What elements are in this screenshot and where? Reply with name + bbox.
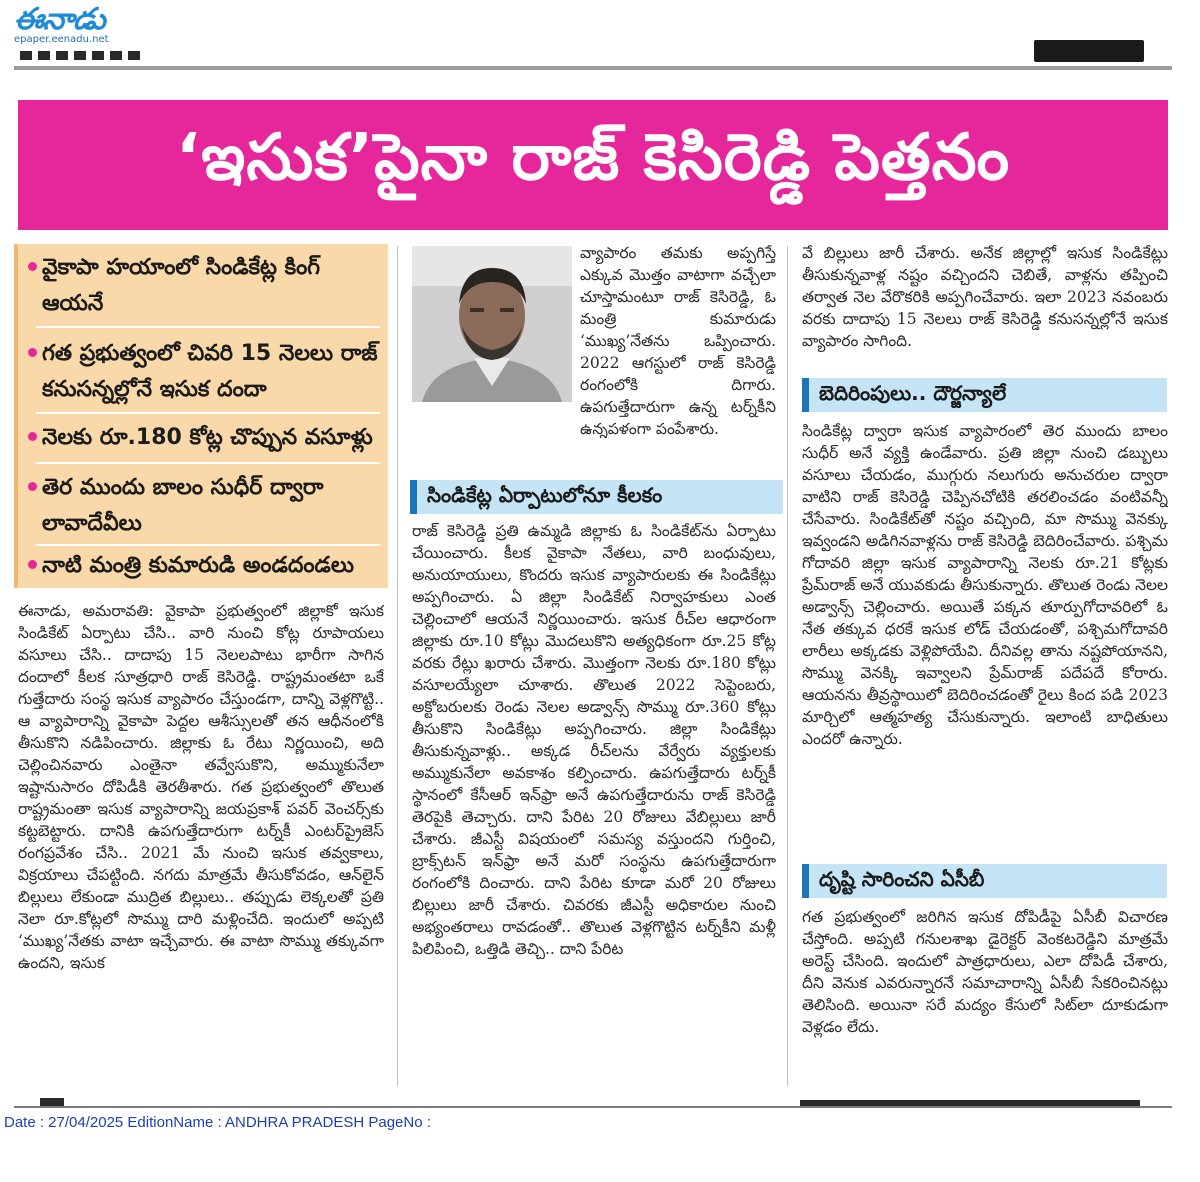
bullet-icon — [28, 432, 37, 441]
bullet-icon — [28, 348, 37, 357]
page-header-strip — [20, 46, 170, 60]
subheading-threats: బెదిరింపులు.. దౌర్జన్యాలే — [802, 378, 1167, 412]
highlight-divider — [36, 412, 380, 414]
article-column-2-top: వ్యాపారం తమకు అప్పగిస్తే ఎక్కువ మొత్తం వాటాగా వచ్చేలా చూస్తామంటూ రాజ్‌ కెసిరెడ్డి, ఓ మంత్రి కుమారుడు ‘ముఖ్య’నేతను ఒప్పించారు. 2022 ఆగస్టులో రాజ్‌ కెసిరెడ్డి రంగంలోకి దిగారు. ఉపగుత్తేదారుగా ఉన్న టర్న్‌కీని ఉన్నపళంగా పంపేశారు. — [580, 244, 776, 438]
column-divider — [787, 246, 788, 1086]
masthead-divider — [14, 66, 1172, 70]
highlight-item: నాటి మంత్రి కుమారుడి అండదండలు — [42, 548, 382, 584]
person-photo — [412, 246, 572, 402]
highlight-divider — [36, 326, 380, 328]
eenadu-logo — [14, 4, 124, 45]
highlight-item: నెలకు రూ.180 కోట్ల చొప్పున వసూళ్లు — [42, 420, 382, 456]
article-column-3-bottom: గత ప్రభుత్వంలో జరిగిన ఇసుక దోపిడీపై ఏసీబీ విచారణ చేస్తోంది. అప్పటి గనులశాఖ డైరెక్టర్‌ వెంకటరెడ్డిని మాత్రమే అరెస్ట్‌ చేసింది. ఇందులో పాత్రధారులు, ఎలా దోపిడీ చేశారు, దీని వెనుక ఎవరున్నారనే సమాచారాన్ని ఏసీబీ సేకరించినట్లు తెలిసింది. అయినా సరే మద్యం కేసులో సిట్‌లా దూకుడుగా వెళ్లడం లేదు. — [802, 908, 1168, 1036]
bullet-icon — [28, 262, 37, 271]
bullet-icon — [28, 560, 37, 569]
highlight-item: గత ప్రభుత్వంలో చివరి 15 నెలలు రాజ్‌ కనుసన్నల్లోనే ఇసుక దందా — [42, 336, 382, 408]
headline-text: ‘ఇసుక’పైనా రాజ్‌ కెసిరెడ్డి పెత్తనం — [175, 120, 1011, 195]
highlight-divider — [36, 462, 380, 464]
highlights-box — [14, 244, 388, 588]
article-column-3-top: వే బిల్లులు జారీ చేశారు. అనేక జిల్లాల్లో ఇసుక సిండికేట్లు తీసుకున్నవాళ్ల నష్టం వచ్చిందని చెబితే, వాళ్లను తప్పించి తర్వాత నెల వేరొకరికి అప్పగించేవారు. ఇలా 2023 నవంబరు వరకు దాదాపు 15 నెలలు రాజ్‌ కెసిరెడ్డి కనుసన్నల్లోనే ఇసుక వ్యాపారం సాగింది. — [802, 244, 1168, 350]
highlight-divider — [36, 544, 380, 546]
column-divider — [397, 246, 398, 1086]
logo-text: ఈనాడు — [14, 2, 105, 37]
article-column-3-middle: సిండికేట్ల ద్వారా ఇసుక వ్యాపారంలో తెర ముందు బాలం సుధీర్‌ అనే వ్యక్తి ఉండేవారు. ప్రతి జిల్లా నుంచి డబ్బులు వసూలు చేయడం, ముగ్గురు నలుగురు అనుచరుల ద్వారా వాటిని రాజ్‌ కెసిరెడ్డి చెప్పినచోటికి తరలించడం వంటివన్నీ చేసేవారు. సిండికేట్‌తో నష్టం వచ్చింది, మా సొమ్ము వెనక్కు ఇవ్వండని అడిగినవాళ్లను రాజ్‌ కెసిరెడ్డి బెదిరించేవారు. పశ్చిమ గోదావరి జిల్లా ఇసుక వ్యాపారాన్ని నెలకు రూ.21 కోట్లకు ప్రేమ్‌రాజ్‌ అనే యువకుడు తీసుకున్నారు. తొలుత రెండు నెలల అడ్వాన్స్‌ చెల్లించారు. అయితే పక్కన తూర్పుగోదావరిలో ఓ నేత తక్కువ ధరకే ఇసుక లోడ్‌ చేయడంతో, పశ్చిమగోదావరి లారీలు అక్కడకు వెళ్లిపోయేవి. దీనివల్ల తాను నష్టపోయానని, సొమ్ము వెనక్కి ఇవ్వాలని ప్రేమ్‌రాజ్‌ పదేపదే కోరారు. ఆయనను తీవ్రస్థాయిలో బెదిరించడంతో రైలు కింద పడి 2023 మార్చిలో ఆత్మహత్య చేసుకున్నారు. ఇలాంటి బాధితులు ఎందరో ఉన్నారు. — [802, 422, 1168, 748]
bullet-icon — [28, 482, 37, 491]
logo-url: epaper.eenadu.net — [14, 34, 109, 45]
subheading-syndicates: సిండికేట్ల ఏర్పాటులోనూ కీలకం — [410, 480, 783, 514]
subheading-acb: దృష్టి సారించని ఏసీబీ — [802, 864, 1167, 898]
article-column-2-bottom: రాజ్‌ కెసిరెడ్డి ప్రతి ఉమ్మడి జిల్లాకు ఓ సిండికేట్‌ను ఏర్పాటు చేయించారు. కీలక వైకాపా నేతలు, వారి బంధువులు, అనుయాయులు, కొందరు ఇసుక వ్యాపారులకు ఈ సిండికేట్లు అప్పగించారు. ఏ జిల్లా సిండికేట్‌ నిర్వాహకులు ఎంత చెల్లించాలో ఆయనే నిర్ణయించారు. ఇసుక రీచ్‌ల ఆధారంగా జిల్లాకు రూ.10 కోట్లు మొదలుకొని అత్యధికంగా రూ.25 కోట్ల వరకు రేట్లు ఖరారు చేశారు. మొత్తంగా నెలకు రూ.180 కోట్లు వసూలయ్యేలా చూశారు. తొలుత 2022 సెప్టెంబరు, అక్టోబరులకు రెండు నెలల అడ్వాన్స్‌ సొమ్ము రూ.360 కోట్లు తీసుకొని సిండికేట్లు అప్పగించారు. జిల్లా సిండికేట్లు తీసుకున్నవాళ్లు.. అక్కడ రీచ్‌లను వేర్వేరు వ్యక్తులకు అమ్ముకునేలా అవకాశం కల్పించారు. ఉపగుత్తేదారు టర్న్‌కీ స్థానంలో కేసీఆర్‌ ఇన్‌ఫ్రా అనే ఉపగుత్తేదారును రాజ్‌ కెసిరెడ్డి తెరపైకి తెచ్చారు. దాని పేరిట 20 రోజులు వేబిల్లులు జారీ చేశారు. జీఎస్టీ విషయంలో సమస్య వస్తుందని గుర్తించి, బ్రాక్స్‌టన్‌ ఇన్‌ఫ్రా అనే మరో సంస్థను ఉపగుత్తేదారుగా రంగంలోకి దించారు. దాని పేరిట కూడా మరో 20 రోజులు బిల్లులు జారీ చేశారు. చివరకు జీఎస్టీ అధికారుల నుంచి అభ్యంతరాలు రావడంతో.. తొలుత వెళ్లగొట్టిన టర్న్‌కీని మళ్లీ పిలిపించి, ఒత్తిడి తెచ్చి.. దాని పేరిట — [412, 522, 776, 958]
edition-date-line: Date : 27/04/2025 EditionName : ANDHRA PRADESH PageNo : — [4, 1114, 431, 1131]
highlight-item: వైకాపా హయాంలో సిండికేట్ల కింగ్‌ ఆయనే — [42, 250, 382, 322]
footer-divider — [14, 1106, 1172, 1108]
portrait-illustration — [412, 246, 572, 402]
article-column-1: ఈనాడు, అమరావతి: వైకాపా ప్రభుత్వంలో జిల్లాకో ఇసుక సిండికేట్‌ ఏర్పాటు చేసి.. వారి నుంచి కోట్ల రూపాయలు వసూలు చేసి.. దాదాపు 15 నెలలపాటు భారీగా సాగిన దందాలో కీలక సూత్రధారి రాజ్‌ కెసిరెడ్డి. రాష్ట్రమంతటా ఒకే గుత్తేదారు సంస్థ ఇసుక వ్యాపారం చేస్తుండగా, దాన్ని వెళ్లగొట్టి.. ఆ వ్యాపారాన్ని వైకాపా పెద్దల ఆశీస్సులతో తన ఆధీనంలోకి తీసుకొని నడిపించారు. జిల్లాకు ఓ రేటు నిర్ణయించి, అది చెల్లించినవారు ఎంతైనా తవ్వేసుకొని, అమ్ముకునేలా ఇష్టానుసారం దోపిడీకి తెరతీశారు. గత ప్రభుత్వంలో తొలుత రాష్ట్రమంతా ఇసుక వ్యాపారాన్ని జయప్రకాశ్‌ పవర్‌ వెంచర్స్‌కు కట్టబెట్టారు. దానికి ఉపగుత్తేదారుగా టర్న్‌కీ ఎంటర్‌ప్రైజెస్‌ రంగప్రవేశం చేసి.. 2021 మే నుంచి ఇసుక తవ్వకాలు, విక్రయాలు చేపట్టింది. నగదు మాత్రమే తీసుకోవడం, ఆన్‌లైన్‌ బిల్లులు లేకుండా ముద్రిత బిల్లులు.. తప్పుడు లెక్కలతో ప్రతి నెలా రూ.కోట్లలో సొమ్ము దారి మళ్లించేది. ఇందులో అప్పటి ‘ముఖ్య’నేతకు వాటా ఇచ్చేవారు. ఈ వాటా సొమ్ము తక్కువగా ఉందని, ఇసుక — [18, 602, 384, 972]
highlight-item: తెర ముందు బాలం సుధీర్‌ ద్వారా లావాదేవీలు — [42, 470, 382, 542]
page-header-brand-strip — [1034, 40, 1144, 62]
headline-banner — [18, 100, 1168, 230]
